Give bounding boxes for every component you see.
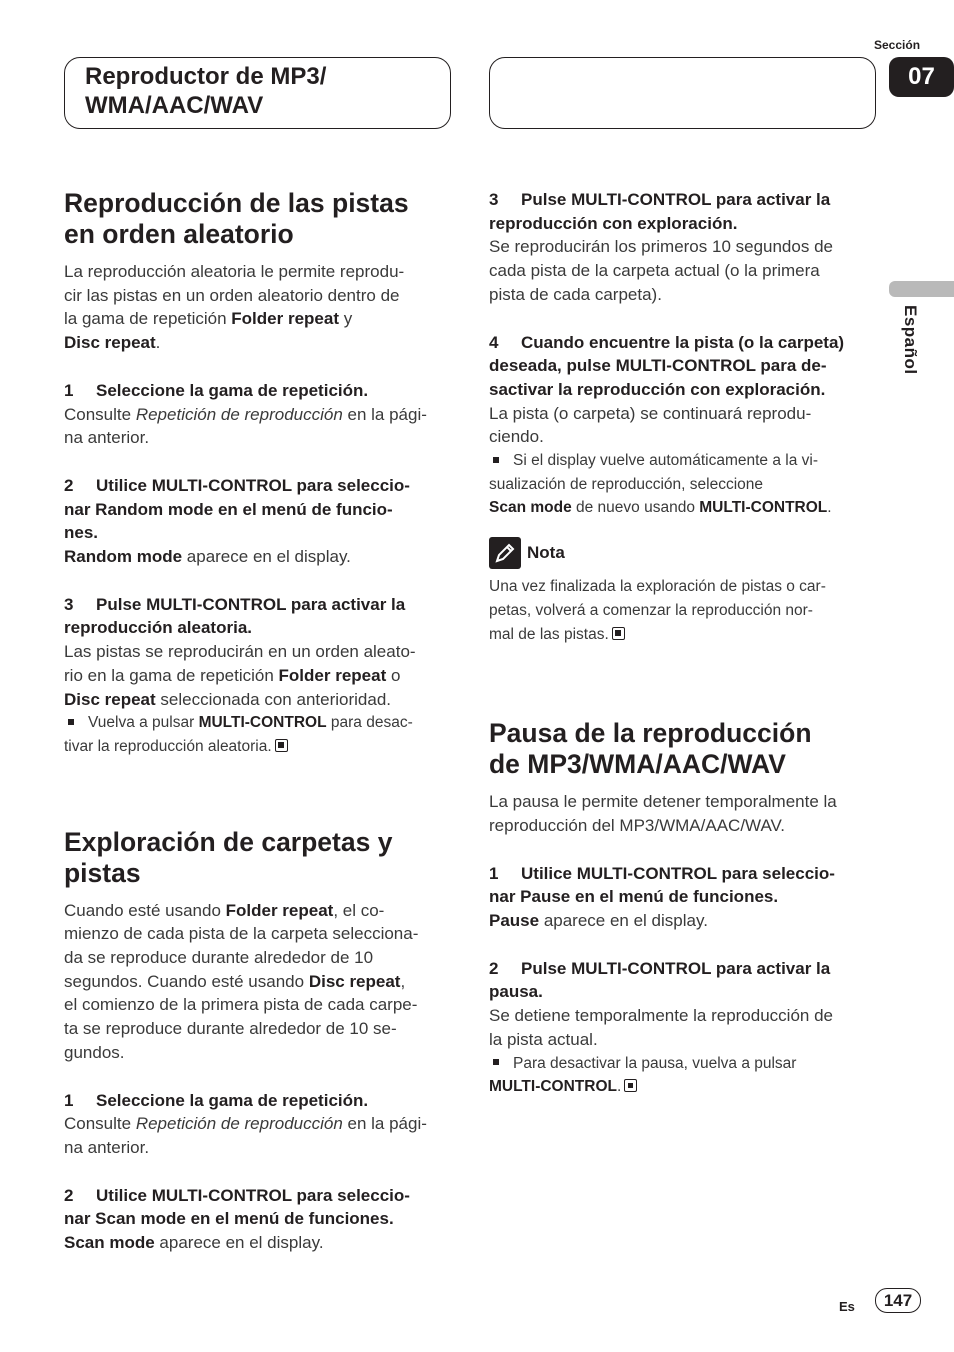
right-column (489, 188, 879, 1099)
language-tab (889, 281, 954, 297)
section-label: Sección (874, 38, 921, 52)
note-header (489, 537, 879, 569)
scan-step-1: 1 Seleccione la gama de repetición. (64, 1090, 369, 1110)
page-number: 147 (875, 1288, 921, 1313)
language-label: Español (901, 305, 920, 375)
chapter-title-line1: Reproductor de MP3/ (85, 63, 327, 90)
header-blank-box (489, 57, 876, 129)
random-step-3-body: Las pistas se reproducirán en un orden aleato- rio en la gama de repetición Folder repeat o Disc repeat seleccionada con anterioridad. (64, 642, 416, 709)
bullet-square-icon (68, 719, 74, 725)
chapter-title (85, 62, 326, 120)
bullet-square-icon (493, 1059, 499, 1065)
scan-step-3: 3 Pulse MULTI-CONTROL para activar la reproducción con exploración. (489, 190, 831, 233)
pause-step-2-body: Se detiene temporalmente la reproducción de la pista actual. (489, 1006, 833, 1049)
chapter-title-line2: WMA/AAC/WAV (85, 92, 264, 119)
pause-heading: Pausa de la reproducción de MP3/WMA/AAC/WAV (489, 718, 812, 780)
end-mark-icon (275, 739, 288, 752)
scan-step-2-body: Scan mode aparece en el display. (64, 1233, 324, 1253)
footer-language-code: Es (839, 1299, 855, 1314)
pause-step-2: 2 Pulse MULTI-CONTROL para activar la pausa. (489, 958, 831, 1002)
pause-step-1-body: Pause aparece en el display. (489, 911, 708, 931)
random-step-2: 2 Utilice MULTI-CONTROL para seleccio- nar Random mode en el menú de funcio- nes. (64, 475, 410, 543)
pause-step-1: 1 Utilice MULTI-CONTROL para seleccio- nar Pause en el menú de funciones. (489, 863, 835, 907)
scan-step-3-body: Se reproducirán los primeros 10 segundos de cada pista de la carpeta actual (o la primera pista de cada carpeta). (489, 237, 833, 304)
section-number-badge: 07 (889, 57, 954, 97)
scan-step-4-body: La pista (o carpeta) se continuará reprodu- ciendo. (489, 403, 812, 447)
random-step-1: 1 Seleccione la gama de repetición. (64, 380, 369, 400)
scan-intro: Cuando esté usando Folder repeat, el co- mienzo de cada pista de la carpeta selecciona- da se reproduce durante alrededor de 10 segundos. Cuando esté usando Disc repeat, el comienzo de la primera pista de cada carpe- ta se reproduce durante alrededor de 10 se- gundos. (64, 900, 419, 1062)
random-bullet: Vuelva a pulsar MULTI-CONTROL para desac- tivar la reproducción aleatoria. (64, 714, 413, 755)
scan-step-2: 2 Utilice MULTI-CONTROL para seleccio- nar Scan mode en el menú de funciones. (64, 1185, 410, 1229)
end-mark-icon (612, 627, 625, 640)
left-column (64, 188, 454, 1255)
note-body: Una vez finalizada la exploración de pistas o car- petas, volverá a comenzar la reproducción nor- mal de las pistas. (489, 578, 826, 643)
random-step-2-body: Random mode aparece en el display. (64, 547, 351, 567)
scan-heading: Exploración de carpetas y pistas (64, 826, 393, 888)
bullet-square-icon (493, 457, 499, 463)
scan-bullet: Si el display vuelve automáticamente a la vi- sualización de reproducción, seleccione Scan mode de nuevo usando MULTI-CONTROL. (489, 452, 832, 517)
random-heading: Reproducción de las pistas en orden aleatorio (64, 188, 409, 249)
note-label: Nota (527, 543, 565, 563)
random-intro: La reproducción aleatoria le permite reprodu- cir las pistas en un orden aleatorio dentro de la gama de repetición Folder repeat y Disc repeat. (64, 262, 405, 353)
end-mark-icon (624, 1079, 637, 1092)
scan-step-1-body: Consulte Repetición de reproducción en la pági- na anterior. (64, 1114, 427, 1157)
pause-bullet: Para desactivar la pausa, vuelva a pulsar MULTI-CONTROL. (489, 1054, 797, 1096)
pause-intro: La pausa le permite detener temporalmente la reproducción del MP3/WMA/AAC/WAV. (489, 792, 837, 835)
pencil-icon (489, 537, 521, 569)
scan-step-4: 4 Cuando encuentre la pista (o la carpeta) deseada, pulse MULTI-CONTROL para de- sactivar la reproducción con exploración. (489, 332, 845, 399)
random-step-3: 3 Pulse MULTI-CONTROL para activar la reproducción aleatoria. (64, 594, 406, 638)
random-step-1-body: Consulte Repetición de reproducción en la pági- na anterior. (64, 404, 427, 448)
